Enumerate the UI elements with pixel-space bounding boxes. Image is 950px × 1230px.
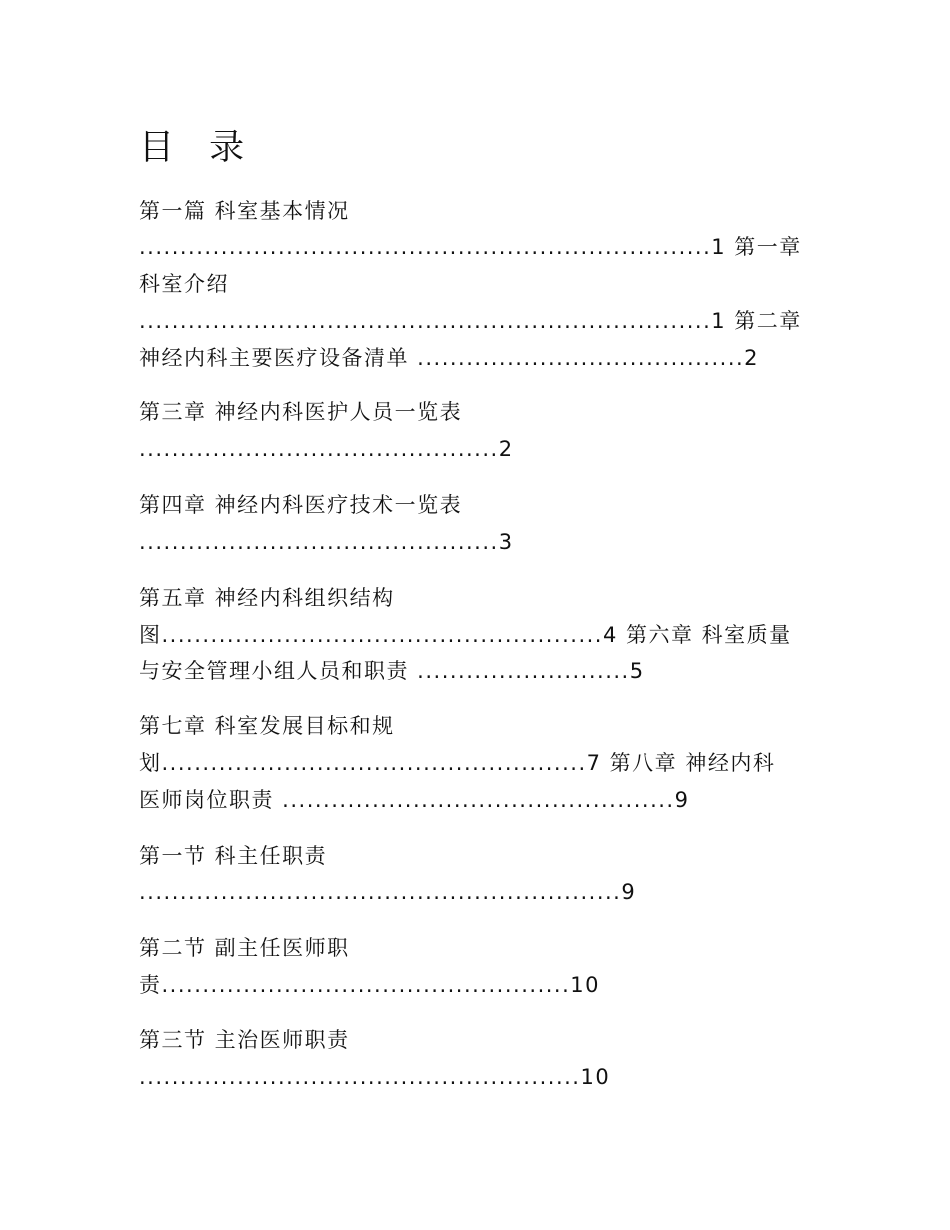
toc-line: 第二节 副主任医师职 bbox=[139, 936, 350, 960]
toc-line: ............................................2 bbox=[139, 437, 514, 461]
toc-line: 第四章 神经内科医疗技术一览表 bbox=[139, 493, 463, 517]
toc-line: 第三章 神经内科医护人员一览表 bbox=[139, 400, 463, 424]
toc-line: 科室介绍 bbox=[139, 272, 229, 296]
toc-line: 图......................................................4 第六章 科室质量 bbox=[139, 623, 792, 647]
toc-line: 第一节 科主任职责 bbox=[139, 844, 328, 868]
toc-line: ......................................................................1 第一章 bbox=[139, 235, 802, 259]
toc-line: ............................................3 bbox=[139, 530, 514, 554]
toc-title: 目 录 bbox=[139, 128, 257, 168]
toc-line: 第三节 主治医师职责 bbox=[139, 1028, 350, 1052]
toc-line: ......................................................................1 第二章 bbox=[139, 309, 802, 333]
toc-line: 医师岗位职责 ................................................9 bbox=[139, 788, 690, 812]
toc-line: 神经内科主要医疗设备清单 ........................................2 bbox=[139, 346, 760, 370]
toc-line: ......................................................10 bbox=[139, 1065, 611, 1089]
toc-line: 责..................................................10 bbox=[139, 973, 600, 997]
toc-line: ...........................................................9 bbox=[139, 880, 637, 904]
toc-line: 第七章 科室发展目标和规 bbox=[139, 714, 395, 738]
toc-line: 划....................................................7 第八章 神经内科 bbox=[139, 751, 776, 775]
toc-line: 与安全管理小组人员和职责 ..........................5 bbox=[139, 659, 645, 683]
toc-line: 第五章 神经内科组织结构 bbox=[139, 586, 395, 610]
toc-line: 第一篇 科室基本情况 bbox=[139, 199, 350, 223]
